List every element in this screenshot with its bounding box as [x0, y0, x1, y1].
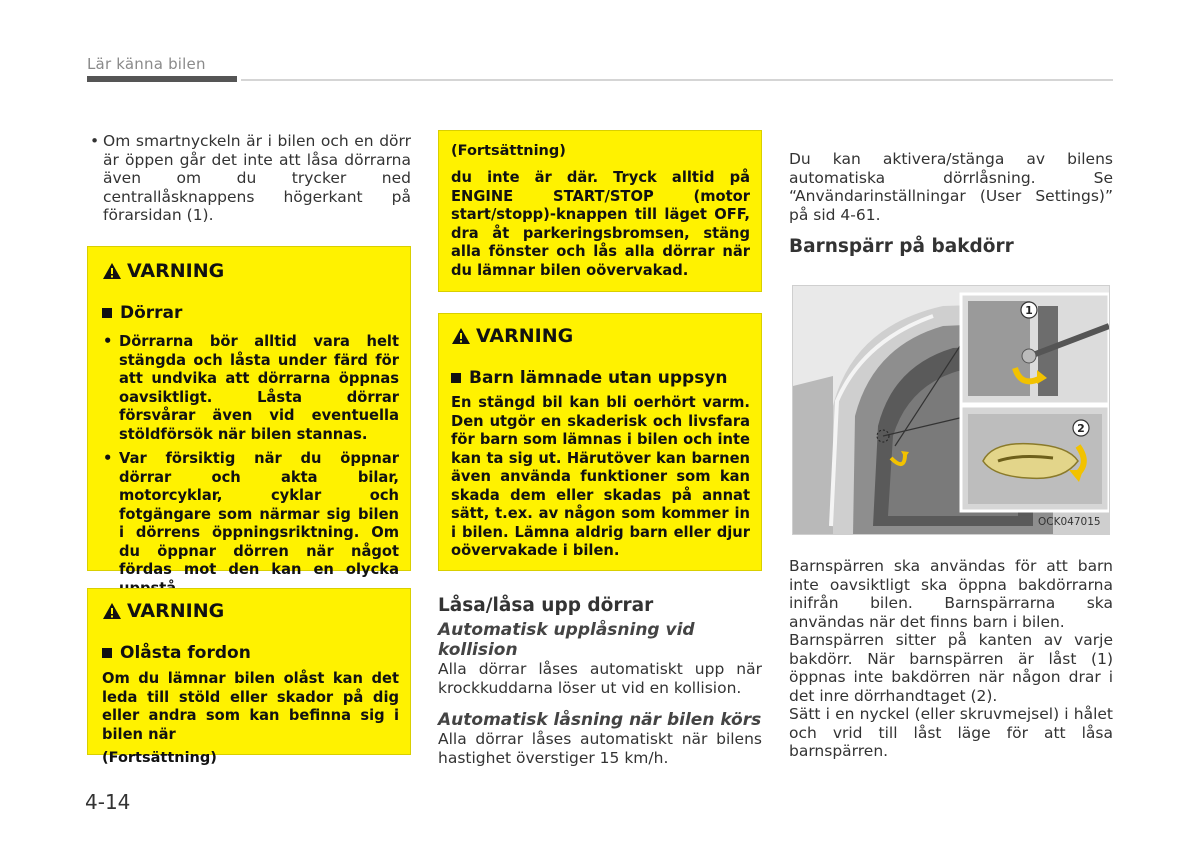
- header-rule: [241, 79, 1113, 81]
- smartkey-note: • Om smartnyckeln är i bilen och en dörr är öppen går det inte att låsa dörrarna även om du trycker ned centrallåsknappens högerkant på förarsidan (1).: [87, 132, 411, 225]
- body-paragraph: Alla dörrar låses automatiskt upp när krockkuddarna löser ut vid en kollision.: [438, 660, 762, 697]
- warning-subtitle: Olåsta fordon: [102, 643, 399, 663]
- warning-box-children: [438, 313, 762, 571]
- car-door-figure: [793, 286, 1110, 535]
- warning-heading: [102, 259, 399, 283]
- intro-paragraph: Du kan aktivera/stänga av bilens automatiska dörrlåsning. Se “Användarinställningar (User Settings)” på sid 4-61.: [789, 150, 1113, 224]
- warning-title: VARNING: [476, 325, 574, 347]
- body-paragraph: Sätt i en nyckel (eller skruvmejsel) i hålet och vrid till låst läge för att låsa barnspärren.: [789, 705, 1113, 760]
- continued-label: (Fortsättning): [102, 750, 217, 766]
- square-bullet-icon: [451, 373, 461, 383]
- callout-2: 2: [1077, 422, 1085, 435]
- child-lock-text: [789, 557, 1113, 761]
- column-right: [789, 150, 1113, 257]
- body-paragraph: Barnspärren ska användas för att barn inte oavsiktligt ska öppna bakdörrarna inifrån bilen. Barnspärrarna ska användas när det finns barn i bilen.: [789, 557, 1113, 631]
- figure-code: OCK047015: [1038, 516, 1101, 528]
- warning-title: VARNING: [127, 260, 225, 282]
- warning-heading: [102, 599, 399, 623]
- warning-title: VARNING: [127, 600, 225, 622]
- list-item: • Var försiktig när du öppnar dörrar och akta bilar, motorcyklar, cyklar och fotgängare som närmar sig bilen i dörrens öppningsriktning. Om du öppnar dörren när något fördas mot den kan en olycka: [102, 450, 399, 598]
- continued-label: (Fortsättning): [451, 143, 566, 159]
- warning-triangle-icon: [102, 262, 122, 280]
- list-item: • Dörrarna bör alltid vara helt stängda och låsta under färd för att undvika att dörrarna öppnas oavsiktligt. Låsta dörrar försvårar även vid eventuella stöldförsök när bilen stannas.: [102, 333, 399, 444]
- square-bullet-icon: [102, 648, 112, 658]
- section-title: Barnspärr på bakdörr: [789, 236, 1014, 257]
- warning-text: Om du lämnar bilen olåst kan det leda till stöld eller skador på dig eller andra som kan befinna sig i bilen när: [102, 670, 399, 743]
- warning-box-continued: [438, 130, 762, 292]
- child-lock-illustration: [792, 285, 1110, 535]
- subsection-title: Automatisk låsning när bilen körs: [438, 710, 762, 730]
- square-bullet-icon: [102, 308, 112, 318]
- warning-heading: [451, 324, 750, 348]
- warning-list: [102, 333, 399, 598]
- warning-subtitle: Barn lämnade utan uppsyn: [451, 368, 750, 388]
- body-paragraph: Alla dörrar låses automatiskt när bilens hastighet överstiger 15 km/h.: [438, 730, 762, 767]
- section-lock-unlock: [438, 595, 762, 767]
- body-paragraph: Barnspärren sitter på kanten av varje bakdörr. När barnspärren är låst (1) öppnas inte bakdörren när någon drar i det inre dörrhandtaget (2).: [789, 631, 1113, 705]
- header-title: Lär känna bilen: [87, 55, 206, 73]
- warning-text: En stängd bil kan bli oerhört varm. Den utgör en skaderisk och livsfara för barn som lämnas i bilen och inte kan ta sig ut. Härutöver kan barnen även använda funktioner som kan skada dem eller skadas på annat sätt, t.ex. av någon som kommer in i bilen. Lämna aldrig barn eller djur oövervakade i bilen.: [451, 394, 750, 559]
- warning-text: du inte är där. Tryck alltid på ENGINE START/STOP (motor start/stopp)-knappen till läget OFF, dra åt parkeringsbromsen, stäng alla fönster och lås alla dörrar när du lämnar bilen oövervakad.: [451, 169, 750, 279]
- warning-box-doors: [87, 246, 411, 578]
- page-number: 4-14: [85, 790, 131, 814]
- warning-subtitle: Dörrar: [102, 303, 399, 323]
- header-bar: [87, 76, 237, 82]
- callout-1: 1: [1025, 304, 1033, 317]
- warning-triangle-icon: [102, 602, 122, 620]
- column-left: [87, 132, 411, 225]
- section-title: Låsa/låsa upp dörrar: [438, 595, 654, 616]
- warning-box-unlocked: [87, 588, 411, 766]
- subsection-title: Automatisk upplåsning vid kollision: [438, 620, 695, 660]
- warning-triangle-icon: [451, 327, 471, 345]
